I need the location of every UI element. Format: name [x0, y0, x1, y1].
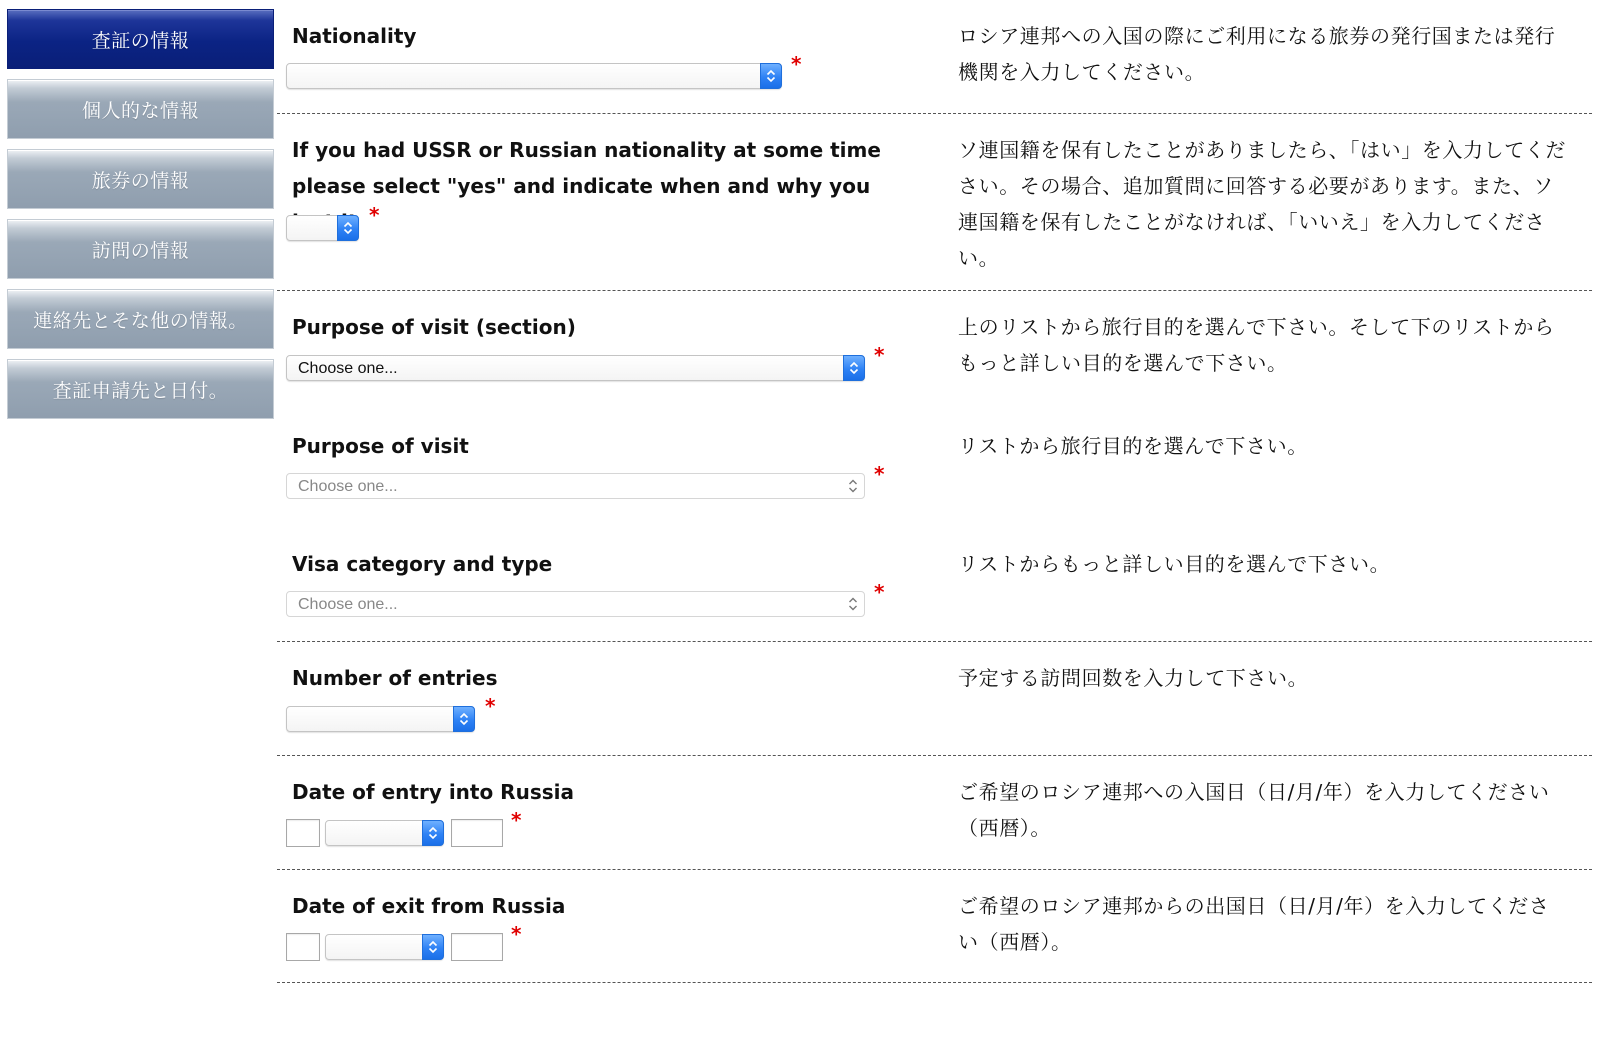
entry-date-label: Date of entry into Russia [292, 780, 574, 804]
sidebar-item-label: 査証の情報 [91, 29, 190, 52]
select-arrows-icon [337, 215, 359, 241]
exit-year-field[interactable] [451, 933, 503, 961]
visa-category-value: Choose one... [298, 596, 398, 613]
entry-year-field[interactable] [451, 819, 503, 847]
select-arrows-icon [760, 63, 782, 89]
sidebar-item-contact-info[interactable] [7, 289, 274, 349]
purpose-group-row [277, 291, 1592, 642]
visa-category-label: Visa category and type [292, 552, 553, 576]
exit-date-help: ご希望のロシア連邦からの出国日（日/月/年）を入力してください（西暦）。 [958, 894, 1550, 954]
sidebar-item-visa-info[interactable] [7, 9, 274, 69]
ussr-nationality-select[interactable] [286, 215, 359, 241]
entry-date-help: ご希望のロシア連邦への入国日（日/月/年）を入力してください（西暦）。 [958, 780, 1550, 840]
sidebar-item-label: 訪問の情報 [91, 239, 190, 262]
purpose-value: Choose one... [298, 478, 398, 495]
required-marker: * [874, 343, 885, 367]
required-marker: * [874, 580, 885, 604]
required-marker: * [485, 694, 496, 718]
purpose-help: リストから旅行目的を選んで下さい。 [958, 434, 1308, 458]
sidebar-item-label: 旅券の情報 [91, 169, 190, 192]
required-marker: * [511, 808, 522, 832]
select-arrows-icon [848, 596, 858, 617]
entries-help: 予定する訪問回数を入力して下さい。 [958, 666, 1309, 690]
entries-select[interactable] [286, 706, 475, 732]
entries-label: Number of entries [292, 666, 498, 690]
visa-category-select[interactable] [286, 591, 865, 617]
sidebar-item-passport-info[interactable] [7, 149, 274, 209]
ussr-nationality-help: ソ連国籍を保有したことがありましたら、「はい」を入力してください。その場合、追加質問に回答する必要があります。また、ソ連国籍を保有したことがなければ、「いいえ」を入力してください。 [958, 138, 1566, 270]
sidebar-item-visit-info[interactable] [7, 219, 274, 279]
nationality-label: Nationality [292, 24, 417, 48]
sidebar-item-personal-info[interactable] [7, 79, 274, 139]
nationality-select[interactable] [286, 63, 782, 89]
sidebar-nav [7, 9, 274, 429]
nationality-help: ロシア連邦への入国の際にご利用になる旅券の発行国または発行機関を入力してください。 [958, 24, 1556, 84]
purpose-label: Purpose of visit [292, 434, 469, 458]
sidebar-item-application-place-date[interactable] [7, 359, 274, 419]
select-arrows-icon [843, 355, 865, 381]
visa-form [277, 0, 1592, 983]
purpose-section-help: 上のリストから旅行目的を選んで下さい。そして下のリストからもっと詳しい目的を選んで下さい。 [958, 315, 1555, 375]
exit-month-select[interactable] [325, 934, 444, 960]
exit-date-label: Date of exit from Russia [292, 894, 566, 918]
sidebar-item-label: 査証申請先と日付。 [52, 379, 229, 402]
entry-date-row [277, 756, 1592, 870]
exit-day-field[interactable] [286, 933, 320, 961]
required-marker: * [874, 462, 885, 486]
select-arrows-icon [453, 706, 475, 732]
select-arrows-icon [422, 820, 444, 846]
purpose-section-select[interactable] [286, 355, 865, 381]
required-marker: * [511, 922, 522, 946]
visa-category-help: リストからもっと詳しい目的を選んで下さい。 [958, 552, 1391, 576]
entry-day-field[interactable] [286, 819, 320, 847]
ussr-nationality-label: If you had USSR or Russian nationality at some time please select "yes" and indicate when and why you [292, 138, 881, 198]
sidebar-item-label: 連絡先とそな他の情報。 [33, 309, 248, 332]
select-arrows-icon [422, 934, 444, 960]
ussr-nationality-row [277, 114, 1592, 291]
sidebar-item-label: 個人的な情報 [81, 99, 199, 122]
purpose-section-value: Choose one... [298, 360, 398, 377]
required-marker: * [791, 52, 802, 76]
select-arrows-icon [848, 478, 858, 499]
entries-row [277, 642, 1592, 756]
purpose-select[interactable] [286, 473, 865, 499]
required-marker: * [369, 203, 380, 227]
nationality-row [277, 0, 1592, 114]
purpose-section-label: Purpose of visit (section) [292, 315, 576, 339]
entry-month-select[interactable] [325, 820, 444, 846]
exit-date-row [277, 870, 1592, 983]
